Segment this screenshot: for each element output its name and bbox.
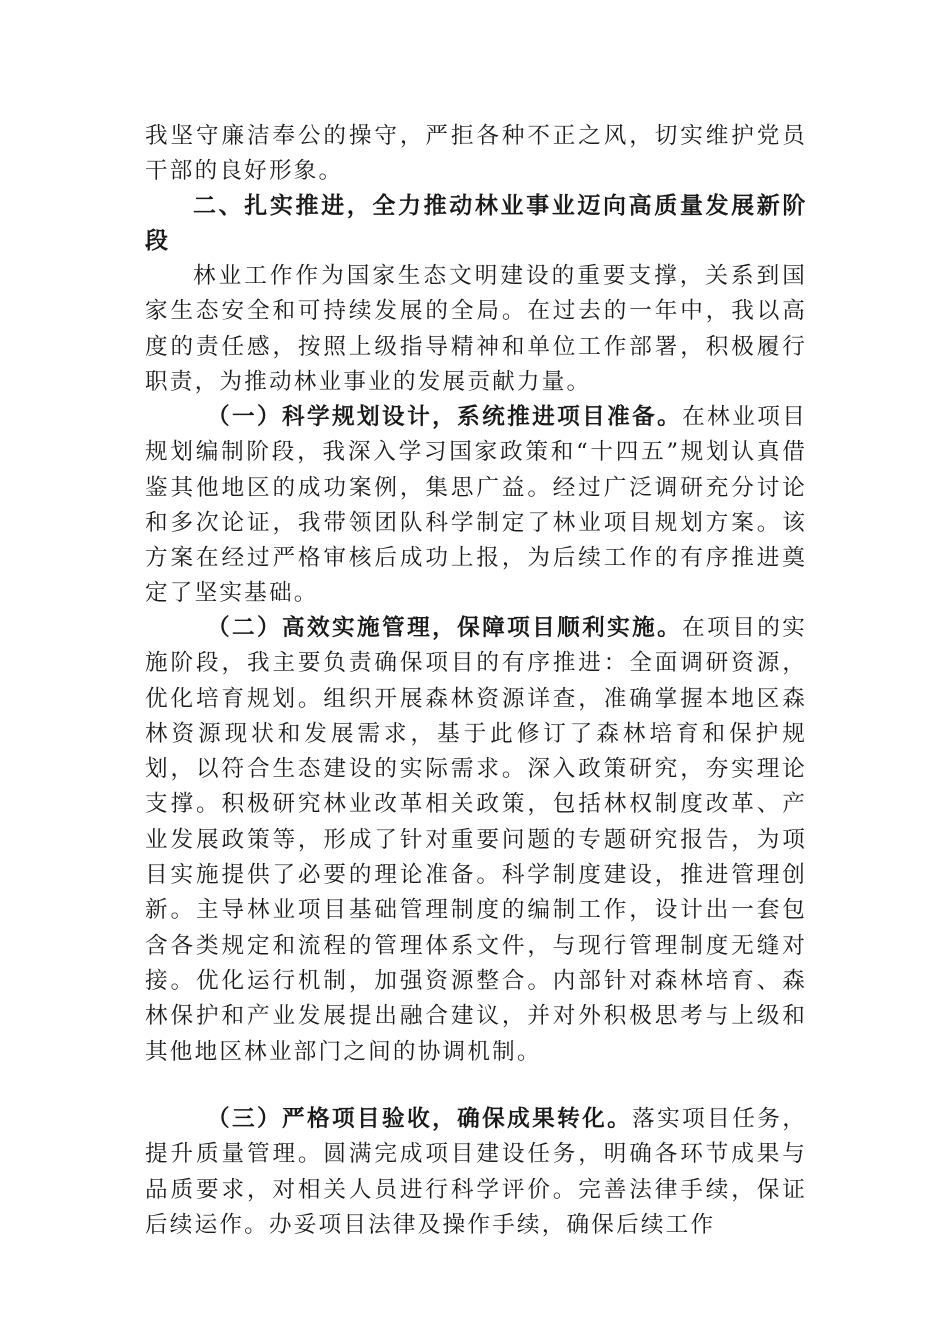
item-2-lead: （二）高效实施管理，保障项目顺利实施。 [207, 615, 683, 641]
paragraph-intro: 林业工作作为国家生态文明建设的重要支撑，关系到国家生态安全和可持续发展的全局。在过去的一年中，我以高度的责任感，按照上级指导精神和单位工作部署，积极履行职责，为推动林业事业的发展贡献力量。 [145, 263, 807, 395]
paragraph-continuation: 我坚守廉洁奉公的操守，严拒各种不正之风，切实维护党员干部的良好形象。 [145, 123, 807, 185]
section-heading: 二、扎实推进，全力推动林业事业迈向高质量发展新阶段 [145, 193, 807, 255]
paragraph-item-1 [145, 400, 807, 612]
item-3-body: 落实项目任务，提升质量管理。圆满完成项目建设任务，明确各环节成果与品质要求，对相关人员进行科学评价。完善法律手续，保证后续运作。办妥项目法律及操作手续，确保后续工作 [145, 1106, 808, 1238]
paragraph-item-3 [145, 1102, 807, 1243]
paragraph-item-2 [145, 611, 807, 1070]
item-2-body: 在项目的实施阶段，我主要负责确保项目的有序推进：全面调研资源，优化培育规划。组织开展森林资源详查，准确掌握本地区森林资源现状和发展需求，基于此修订了森林培育和保护规划，以符合生态建设的实际需求。深入政策研究，夯实理论支撑。积极研究林业改革相关政策，包括林权制度改革、产业发展政策等，形成了针对重要问题的专题研究报告，为项目实施提供了必要的理论准备。科学制度建设，推进管理创新。主导林业项目基础管理制度的编制工作，设计出一套包含各类规定和流程的管理体系文件，与现行管理制度无缝对接。优化运行机制，加强资源整合。内部针对森林培育、森林保护和产业发展提出融合建议，并对外积极思考与上级和其他地区林业部门之间的协调机制。 [145, 615, 807, 1065]
item-3-lead: （三）严格项目验收，确保成果转化。 [207, 1106, 633, 1132]
item-1-body: 在林业项目规划编制阶段，我深入学习国家政策和“十四五”规划认真借鉴其他地区的成功案例，集思广益。经过广泛调研充分讨论和多次论证，我带领团队科学制定了林业项目规划方案。该方案在经过严格审核后成功上报，为后续工作的有序推进奠定了坚实基础。 [145, 404, 807, 607]
item-1-lead: （一）科学规划设计，系统推进项目准备。 [207, 404, 683, 430]
